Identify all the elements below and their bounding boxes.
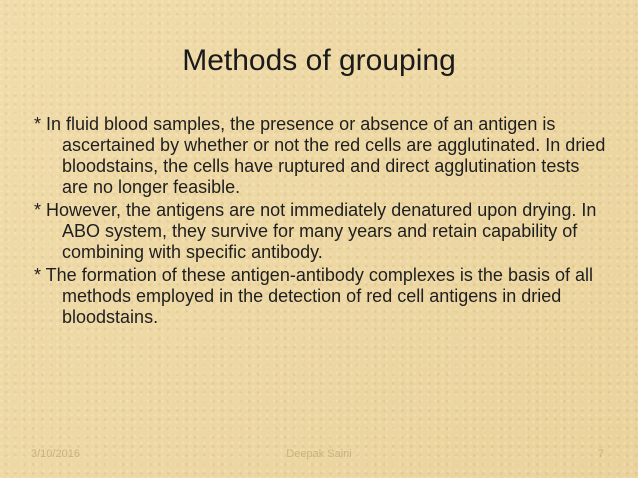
slide-footer [0,448,638,464]
body-paragraph-3: * The formation of these antigen-antibody complexes is the basis of all methods employed in the detection of red cell antigens in dried bloodstains. [34,265,593,327]
footer-date: 3/10/2016 [31,448,80,460]
body-paragraph-1: * In fluid blood samples, the presence or absence of an antigen is ascertained by whether or not the red cells are agglutinated. In dried bloodstains, the cells have ruptured and direct agglutination tests are no longer feasible. [34,114,606,197]
body-paragraph-2: * However, the antigens are not immediately denatured upon drying. In ABO system, they survive for many years and retain capability of combining with specific antibody. [34,200,597,262]
footer-author: Deepak Saini [286,448,352,460]
slide-title: Methods of grouping [182,44,456,77]
footer-page-number: 7 [597,448,604,460]
slide-body [34,114,609,330]
